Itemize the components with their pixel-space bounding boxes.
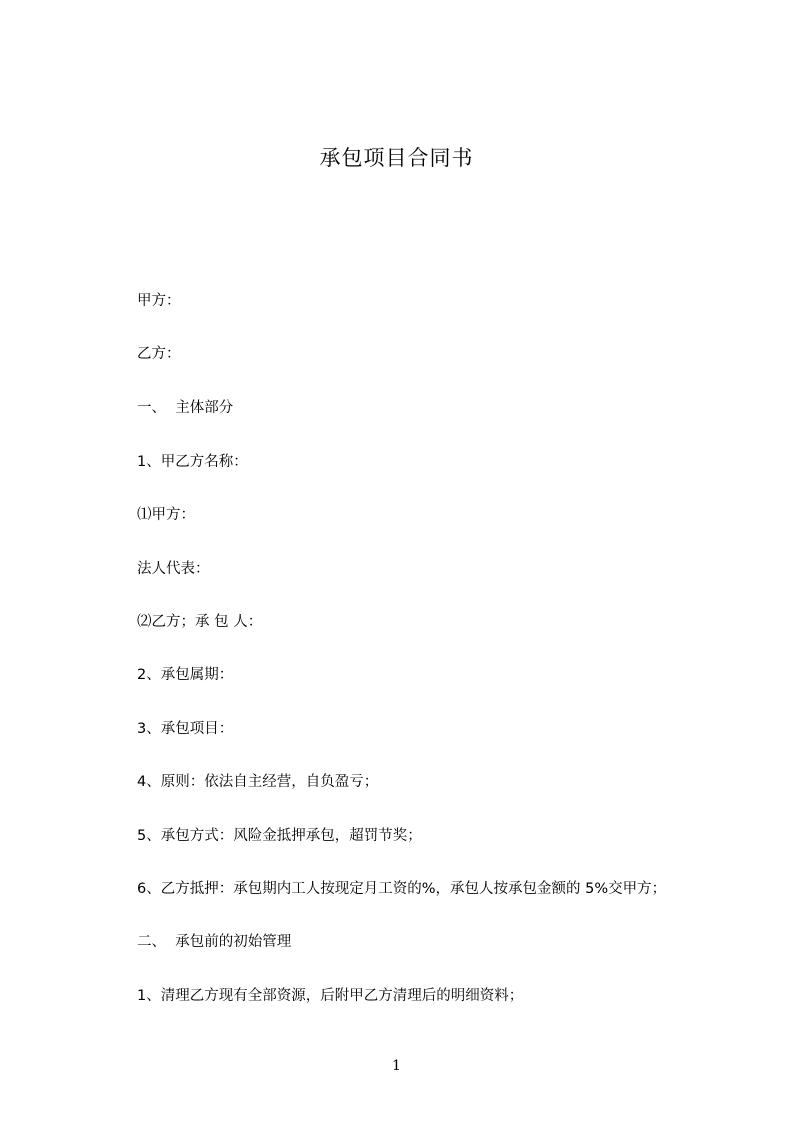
clause-contract-term: 2、承包属期： — [137, 667, 234, 683]
clause-party-b-deposit: 6、乙方抵押：承包期内工人按现定月工资的%，承包人按承包金额的 5%交甲方； — [137, 881, 667, 897]
clause-party-a: ⑴甲方： — [137, 507, 195, 523]
section-heading-initial-management: 二、 承包前的初始管理 — [137, 934, 292, 950]
clause-principle: 4、原则：依法自主经营，自负盈亏； — [137, 774, 379, 790]
clause-legal-representative: 法人代表： — [137, 561, 210, 577]
party-b-line: 乙方： — [137, 346, 181, 362]
document-title: 承包项目合同书 — [319, 146, 474, 170]
clause-contract-project: 3、承包项目： — [137, 721, 234, 737]
section-heading-main-body: 一、 主体部分 — [137, 400, 234, 416]
page-number: 1 — [392, 1058, 401, 1074]
clause-party-names: 1、甲乙方名称： — [137, 454, 248, 470]
clause-contract-method: 5、承包方式：风险金抵押承包，超罚节奖； — [137, 828, 422, 844]
clause-resource-inventory: 1、清理乙方现有全部资源，后附甲乙方清理后的明细资料； — [137, 988, 524, 1004]
party-a-line: 甲方： — [137, 293, 181, 309]
clause-party-b-contractor: ⑵乙方；承 包 人： — [137, 614, 263, 630]
